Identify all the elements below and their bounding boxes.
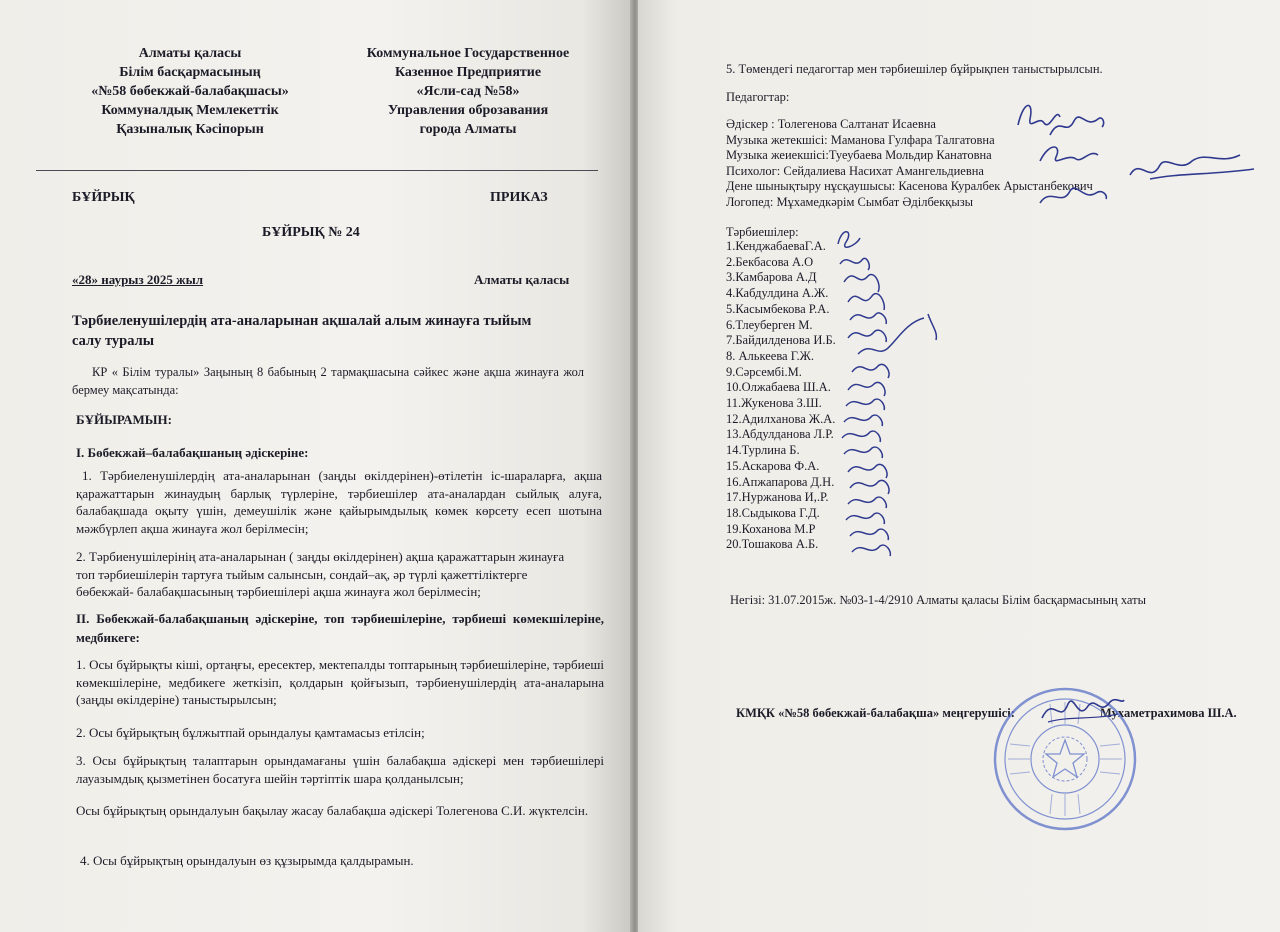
section2-item4: 4. Осы бұйрықтың орындалуын өз құзырымда қалдырамын. xyxy=(80,853,414,868)
teacher-item: Музыка жеиекшісі:Туеубаева Мольдир Канатовна xyxy=(726,148,992,163)
teachers-signatures xyxy=(1010,95,1270,215)
item5: 5. Төмендегі педагогтар мен тәрбиешілер бұйрықпен таныстырылсын. xyxy=(726,62,1103,76)
educator-item: 11.Жукенова З.Ш. xyxy=(726,396,822,411)
section1-item1: 1. Тәрбиеленушілердің ата-аналарынан (заңды өкілдерінен)-өтілетін іс-шараларға, ақша қаражаттарын жинаудың барлық түрлеріне, тәрбиешілер ата-аналардан сыйлық алуға, балабақшада оқыту үшін, демеушілік және қайырымдылық көмек көрсету есеп шотына мәжбүрлеп ақша жинауға жол берілмесін; xyxy=(76,468,602,536)
order-page-right xyxy=(638,0,1280,932)
teacher-item: Әдіскер : Толегенова Салтанат Исаевна xyxy=(726,117,936,131)
order-word: БҰЙЫРАМЫН: xyxy=(76,412,173,427)
section2-item1: 1. Осы бұйрықты кіші, ортаңғы, ересектер, мектепалды топтарының тәрбиешілеріне, тәрбиеші көмекшілеріне, медбикеге жеткізіп, қолдарын қойғызып, тәрбиенушілердің ата-аналарына (заңды өкілдеріне) таныстырылсын; xyxy=(76,657,604,707)
header-ru-line: «Ясли-сад №58» xyxy=(416,84,520,99)
teachers-label: Педагогтар: xyxy=(726,90,790,104)
header-kz-line: Қазыналық Кәсіпорын xyxy=(116,122,264,137)
preamble: КР « Білім туралы» Заңының 8 бабының 2 тармақшасына сәйкес және ақша жинауға жол бермеу мақсатында: xyxy=(72,365,584,397)
educator-item: 9.Сәрсембі.М. xyxy=(726,364,802,379)
educators-list xyxy=(726,239,836,553)
head-signature xyxy=(1038,690,1128,730)
educator-item: 14.Турлина Б. xyxy=(726,443,800,458)
order-number: БҰЙРЫҚ № 24 xyxy=(262,225,360,240)
section2-item2: 2. Осы бұйрықтың бұлжытпай орындалуы қамтамасыз етілсін; xyxy=(76,725,425,740)
teacher-item: Дене шынықтыру нұсқаушысы: Касенова Куралбек Арыстанбекович xyxy=(726,179,1093,194)
teacher-item: Психолог: Сейдалиева Насихат Амангельдиевна xyxy=(726,163,984,178)
order-title-line1: Тәрбиеленушілердің ата-аналарынан ақшалай алым жинауға тыйым xyxy=(72,313,532,329)
educator-item: 7.Байдилденова И.Б. xyxy=(726,333,836,348)
educator-item: 10.Олжабаева Ш.А. xyxy=(726,380,831,395)
header-kz-line: Білім басқармасының xyxy=(119,65,261,80)
order-title-line2: салу туралы xyxy=(72,333,155,349)
doc-type-ru: ПРИКАЗ xyxy=(490,190,548,205)
order-date: «28» наурыз 2025 жыл xyxy=(72,272,204,287)
educator-item: 6.Тлеуберген М. xyxy=(726,317,813,332)
header-ru-line: города Алматы xyxy=(419,122,517,137)
doc-type-kz: БҰЙРЫҚ xyxy=(72,190,135,205)
header-ru-line: Казенное Предприятие xyxy=(394,65,542,80)
head-name: Мухаметрахимова Ш.А. xyxy=(1100,706,1237,720)
order-page-left xyxy=(0,0,634,932)
teacher-item: Музыка жетекшісі: Маманова Гулфара Талгатовна xyxy=(726,132,995,147)
educator-item: 18.Сыдыкова Г.Д. xyxy=(726,505,820,520)
educator-item: 4.Кабдулдина А.Ж. xyxy=(726,286,829,301)
educator-item: 2.Бекбасова А.О xyxy=(726,254,814,269)
header-kz-line: Алматы қаласы xyxy=(138,46,242,61)
educator-item: 19.Коханова М.Р xyxy=(726,521,816,536)
header-kz-line: «№58 бөбекжай-балабақшасы» xyxy=(91,84,289,99)
header-ru-line: Коммунальное Государственное xyxy=(366,46,570,61)
header-kz xyxy=(70,44,310,139)
teacher-item: Логопед: Мұхамедкәрім Сымбат Әділбекқызы xyxy=(726,194,974,209)
educator-item: 12.Адилханова Ж.А. xyxy=(726,411,836,426)
educator-item: 8. Алькеева Г.Ж. xyxy=(726,348,815,363)
educators-label: Тәрбиешілер: xyxy=(726,225,799,239)
basis-note: Негізі: 31.07.2015ж. №03-1-4/2910 Алматы қаласы Білім басқармасының хаты xyxy=(730,593,1146,607)
educator-item: 15.Аскарова Ф.А. xyxy=(726,458,820,473)
header-divider xyxy=(36,170,598,171)
educator-item: 1.КенджабаеваГ.А. xyxy=(726,239,826,253)
section2-control: Осы бұйрықтың орындалуын бақылау жасау балабақша әдіскері Толегенова С.И. жүктелсін. xyxy=(76,803,589,818)
educator-item: 17.Нуржанова И,.Р. xyxy=(726,490,829,505)
order-city: Алматы қаласы xyxy=(474,272,570,287)
section2-item3: 3. Осы бұйрықтың талаптарын орындамағаны үшін балабақша әдіскері мен тәрбиешілері лауазымдық қызметінен босатуға шейін тәртіптік шара қолданылсын; xyxy=(76,753,604,786)
educator-item: 16.Апжапарова Д.Н. xyxy=(726,474,835,489)
section1-title: І. Бөбекжай–балабақшаның әдіскеріне: xyxy=(76,445,309,460)
educators-signatures xyxy=(828,222,988,562)
educator-item: 20.Тошакова А.Б. xyxy=(726,537,819,552)
section2-title: ІІ. Бөбекжай-балабақшаның әдіскеріне, топ тәрбиешілеріне, тәрбиеші көмекшілеріне, медбикеге: xyxy=(76,611,604,645)
educator-item: 5.Касымбекова Р.А. xyxy=(726,301,830,316)
educator-item: 13.Абдулданова Л.Р. xyxy=(726,427,834,442)
header-kz-line: Коммуналдық Мемлекеттік xyxy=(101,103,279,118)
header-ru xyxy=(340,44,596,139)
header-ru-line: Управления оброзавания xyxy=(387,103,549,118)
head-position: КМҚК «№58 бөбекжай-балабақша» меңгерушісі: xyxy=(736,706,1015,720)
section1-item2: 2. Тәрбиенушілерінің ата-аналарынан ( заңды өкілдерінен) ақша қаражаттарын жинауға топ тәрбиешілерін тартуға тыйым салынсын, сондай–ақ, әр түрлі қажеттіліктерге бөбекжай- балабақшасының тәрбиешілері ақша жинауға жол берілмесін; xyxy=(76,549,565,599)
educator-item: 3.Камбарова А.Д xyxy=(726,270,817,285)
